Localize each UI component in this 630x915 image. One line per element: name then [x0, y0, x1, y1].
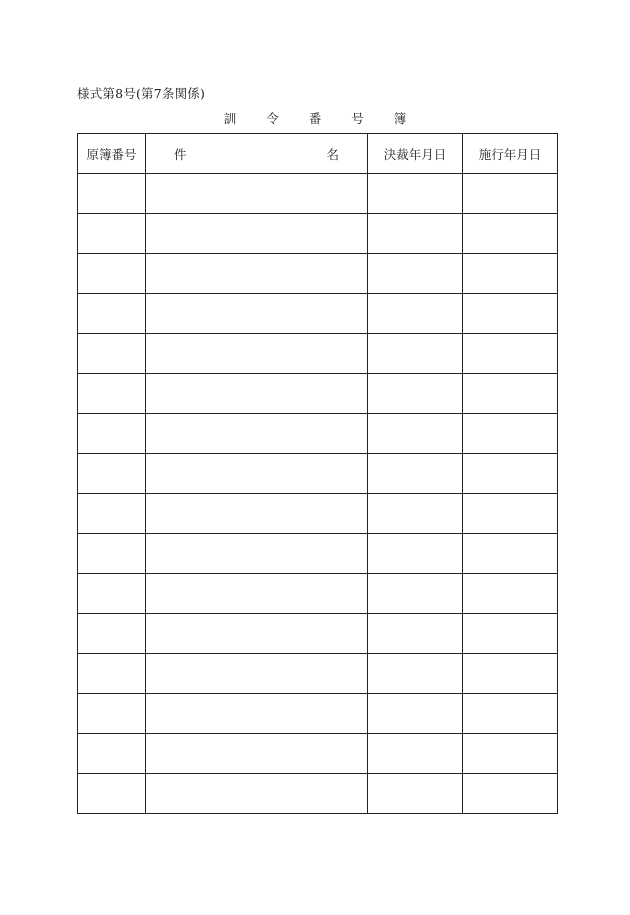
title-char: 号 [351, 111, 364, 126]
cell-decision-date [368, 494, 463, 534]
cell-subject [146, 174, 368, 214]
register-body [78, 174, 558, 814]
cell-subject [146, 454, 368, 494]
cell-decision-date [368, 694, 463, 734]
header-decision-date: 決裁年月日 [368, 134, 463, 174]
form-label: 様式第8号(第7条関係) [77, 86, 206, 101]
cell-subject [146, 694, 368, 734]
cell-effective-date [463, 374, 558, 414]
cell-number [78, 694, 146, 734]
cell-decision-date [368, 174, 463, 214]
cell-number [78, 414, 146, 454]
cell-decision-date [368, 734, 463, 774]
cell-number [78, 454, 146, 494]
cell-effective-date [463, 334, 558, 374]
cell-number [78, 214, 146, 254]
table-row [78, 734, 558, 774]
cell-number [78, 494, 146, 534]
cell-decision-date [368, 654, 463, 694]
cell-subject [146, 294, 368, 334]
cell-subject [146, 774, 368, 814]
cell-decision-date [368, 414, 463, 454]
cell-effective-date [463, 494, 558, 534]
table-row [78, 374, 558, 414]
cell-subject [146, 374, 368, 414]
cell-effective-date [463, 454, 558, 494]
cell-number [78, 374, 146, 414]
cell-decision-date [368, 334, 463, 374]
cell-number [78, 254, 146, 294]
cell-subject [146, 574, 368, 614]
cell-decision-date [368, 254, 463, 294]
header-effective-date: 施行年月日 [463, 134, 558, 174]
cell-effective-date [463, 694, 558, 734]
cell-number [78, 334, 146, 374]
cell-subject [146, 254, 368, 294]
table-row [78, 774, 558, 814]
title-char: 簿 [393, 111, 407, 126]
cell-effective-date [463, 414, 558, 454]
cell-decision-date [368, 534, 463, 574]
cell-decision-date [368, 294, 463, 334]
register-table [77, 133, 558, 814]
table-row [78, 494, 558, 534]
cell-effective-date [463, 734, 558, 774]
table-row [78, 574, 558, 614]
cell-number [78, 734, 146, 774]
cell-number [78, 774, 146, 814]
cell-subject [146, 534, 368, 574]
cell-subject [146, 214, 368, 254]
document-title [0, 109, 630, 127]
title-char: 番 [308, 111, 322, 126]
table-row [78, 534, 558, 574]
table-row [78, 694, 558, 734]
cell-effective-date [463, 574, 558, 614]
table-row [78, 454, 558, 494]
table-row [78, 294, 558, 334]
cell-decision-date [368, 774, 463, 814]
cell-effective-date [463, 774, 558, 814]
cell-decision-date [368, 374, 463, 414]
title-char: 令 [266, 111, 279, 126]
cell-subject [146, 614, 368, 654]
cell-subject [146, 414, 368, 454]
header-subject-right: 名 [326, 146, 339, 162]
cell-subject [146, 734, 368, 774]
cell-number [78, 294, 146, 334]
table-row [78, 214, 558, 254]
table-row [78, 174, 558, 214]
cell-effective-date [463, 254, 558, 294]
cell-number [78, 574, 146, 614]
cell-effective-date [463, 614, 558, 654]
cell-subject [146, 494, 368, 534]
table-row [78, 414, 558, 454]
header-number: 原簿番号 [78, 134, 146, 174]
cell-decision-date [368, 214, 463, 254]
cell-effective-date [463, 214, 558, 254]
cell-number [78, 174, 146, 214]
cell-effective-date [463, 534, 558, 574]
cell-effective-date [463, 174, 558, 214]
table-row [78, 334, 558, 374]
cell-number [78, 614, 146, 654]
cell-subject [146, 334, 368, 374]
cell-subject [146, 654, 368, 694]
table-row [78, 254, 558, 294]
cell-decision-date [368, 454, 463, 494]
header-row [78, 134, 558, 174]
cell-decision-date [368, 574, 463, 614]
cell-number [78, 534, 146, 574]
table-row [78, 614, 558, 654]
cell-effective-date [463, 654, 558, 694]
cell-number [78, 654, 146, 694]
cell-effective-date [463, 294, 558, 334]
cell-decision-date [368, 614, 463, 654]
header-subject-left: 件 [174, 146, 187, 162]
title-char: 訓 [223, 111, 237, 126]
header-subject [146, 134, 368, 174]
table-row [78, 654, 558, 694]
